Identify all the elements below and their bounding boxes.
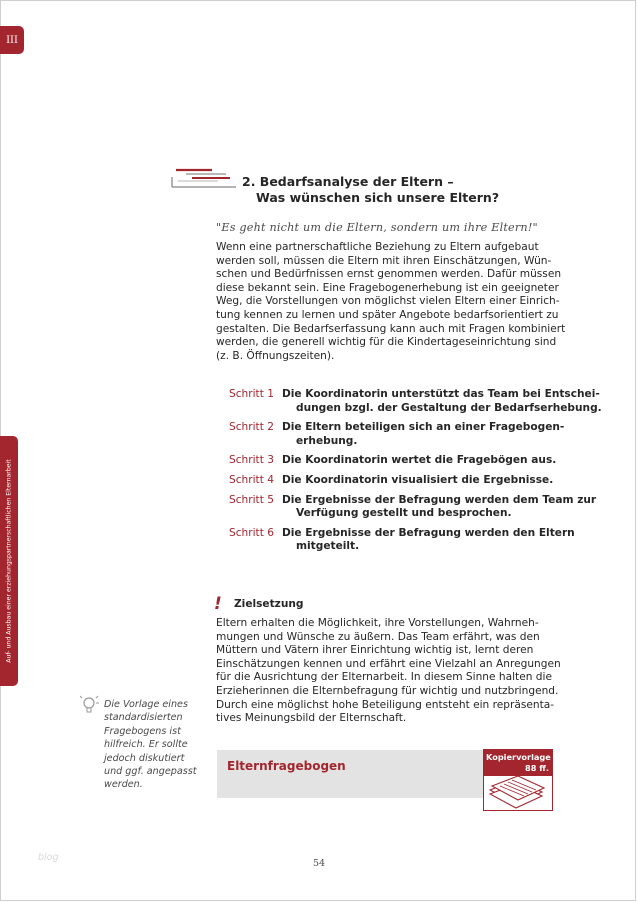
- step-label: Schritt 4: [229, 473, 274, 486]
- step-text-continued: erhebung.: [296, 434, 358, 447]
- step-text-continued: mitgeteilt.: [296, 540, 360, 553]
- watermark: blog: [38, 852, 59, 863]
- intro-line: gestalten. Die Bedarfserfassung kann auch mit Fragen kombiniert: [216, 322, 566, 335]
- step-text: Die Eltern beteiligen sich an einer Fragebogen-: [282, 421, 565, 434]
- exclamation-icon: !: [214, 594, 222, 614]
- paper-stack-icon: [486, 776, 550, 810]
- step-item: [229, 421, 569, 448]
- step-label: Schritt 2: [229, 421, 274, 434]
- step-item: [229, 526, 575, 554]
- intro-line: (z. B. Öffnungszeiten).: [216, 349, 335, 362]
- pull-quote: "Es geht nicht um die Eltern, sondern um ihre Eltern!": [216, 221, 538, 234]
- kopiervorlage-label: [484, 750, 552, 776]
- step-label: Schritt 6: [229, 526, 274, 539]
- intro-line: werden, die generell wichtig für die Kindertageseinrichtung sind: [216, 336, 557, 349]
- heading-line-2: Was wünschen sich unsere Eltern?: [256, 190, 500, 205]
- heading-line-1: 2. Bedarfsanalyse der Eltern –: [242, 174, 454, 189]
- step-label: Schritt 5: [229, 493, 274, 506]
- section-heading: [242, 174, 499, 206]
- step-label: Schritt 3: [229, 454, 274, 467]
- intro-line: schen und Bedürfnissen ernst genommen werden. Dafür müssen: [216, 268, 562, 281]
- kopiervorlage-line-1: Kopiervorlage: [486, 752, 551, 762]
- margin-note-line: Die Vorlage eines: [104, 699, 188, 710]
- zielsetzung-line: Einschätzungen kennen und erfährt eine Vielzahl an Anregungen: [216, 657, 561, 670]
- step-item: [229, 474, 569, 488]
- step-text: Die Ergebnisse der Befragung werden dem Team zur: [282, 493, 597, 506]
- page-number: 54: [313, 858, 326, 869]
- margin-note-line: Fragebogens ist: [104, 725, 181, 737]
- margin-note-line: werden.: [104, 779, 143, 791]
- zielsetzung-line: für die Ausrichtung der Elternarbeit. In diesem Sinne halten die: [216, 671, 552, 684]
- zielsetzung-body: [216, 617, 561, 726]
- intro-paragraph: [216, 241, 566, 363]
- step-item: [229, 454, 569, 468]
- lightbulb-icon: [80, 695, 100, 717]
- zielsetzung-line: tives Meinungsbild der Elternschaft.: [216, 712, 407, 725]
- step-item: [229, 493, 597, 521]
- step-text-continued: Verfügung gestellt und besprochen.: [296, 507, 512, 520]
- step-text: Die Koordinatorin visualisiert die Ergebnisse.: [282, 473, 554, 486]
- chapter-tab-label: III: [6, 34, 18, 46]
- steps-list: [229, 388, 602, 560]
- side-tab: [0, 436, 18, 686]
- chapter-tab: [0, 26, 24, 54]
- zielsetzung-line: Durch eine möglichst hohe Beteiligung entsteht ein repräsenta-: [216, 698, 555, 711]
- step-text: Die Koordinatorin wertet die Fragebögen aus.: [282, 454, 557, 467]
- step-label: Schritt 1: [229, 388, 274, 400]
- margin-note: [104, 698, 209, 792]
- intro-line: diese bekannt sein. Eine Fragebogenerhebung ist ein geeigneter: [216, 281, 559, 294]
- margin-note-line: hilfreich. Er sollte: [104, 739, 188, 751]
- elternfragebogen-title: Elternfragebogen: [227, 759, 346, 773]
- zielsetzung-line: Eltern erhalten die Möglichkeit, ihre Vorstellungen, Wahrneh-: [216, 617, 539, 629]
- step-item: [229, 388, 602, 415]
- step-text: Die Koordinatorin unterstützt das Team bei Entschei-: [282, 388, 600, 400]
- zielsetzung-title: Zielsetzung: [234, 598, 304, 610]
- zielsetzung-line: mungen und Wünsche zu äußern. Das Team erfährt, was den: [216, 630, 540, 643]
- margin-note-line: jedoch diskutiert: [104, 752, 185, 764]
- intro-line: tung kennen zu lernen und später Angebote bedarfsorientiert zu: [216, 308, 559, 321]
- heading-decoration-icon: [170, 166, 242, 192]
- step-text: Die Ergebnisse der Befragung werden den Eltern: [282, 526, 575, 539]
- intro-line: Wenn eine partnerschaftliche Beziehung zu Eltern aufgebaut: [216, 241, 539, 253]
- zielsetzung-line: Erzieherinnen die Elternbefragung für wichtig und nutzbringend.: [216, 684, 559, 697]
- margin-note-line: standardisierten: [104, 712, 183, 724]
- kopiervorlage-line-2: 88 ff.: [525, 763, 549, 773]
- zielsetzung-line: Müttern und Vätern ihrer Einrichtung wichtig ist, lernt deren: [216, 644, 534, 657]
- intro-line: Weg, die Vorstellungen von möglichst vielen Eltern einer Einrich-: [216, 295, 560, 308]
- kopiervorlage-badge: [483, 749, 553, 811]
- step-text-continued: dungen bzgl. der Gestaltung der Bedarfserhebung.: [296, 401, 602, 414]
- side-tab-label: Auf- und Ausbau einer erziehungspartnerschaftlichen Elternarbeit: [5, 459, 13, 663]
- margin-note-line: und ggf. angepasst: [104, 766, 197, 778]
- intro-line: werden soll, müssen die Eltern mit ihren Einschätzungen, Wün-: [216, 254, 552, 267]
